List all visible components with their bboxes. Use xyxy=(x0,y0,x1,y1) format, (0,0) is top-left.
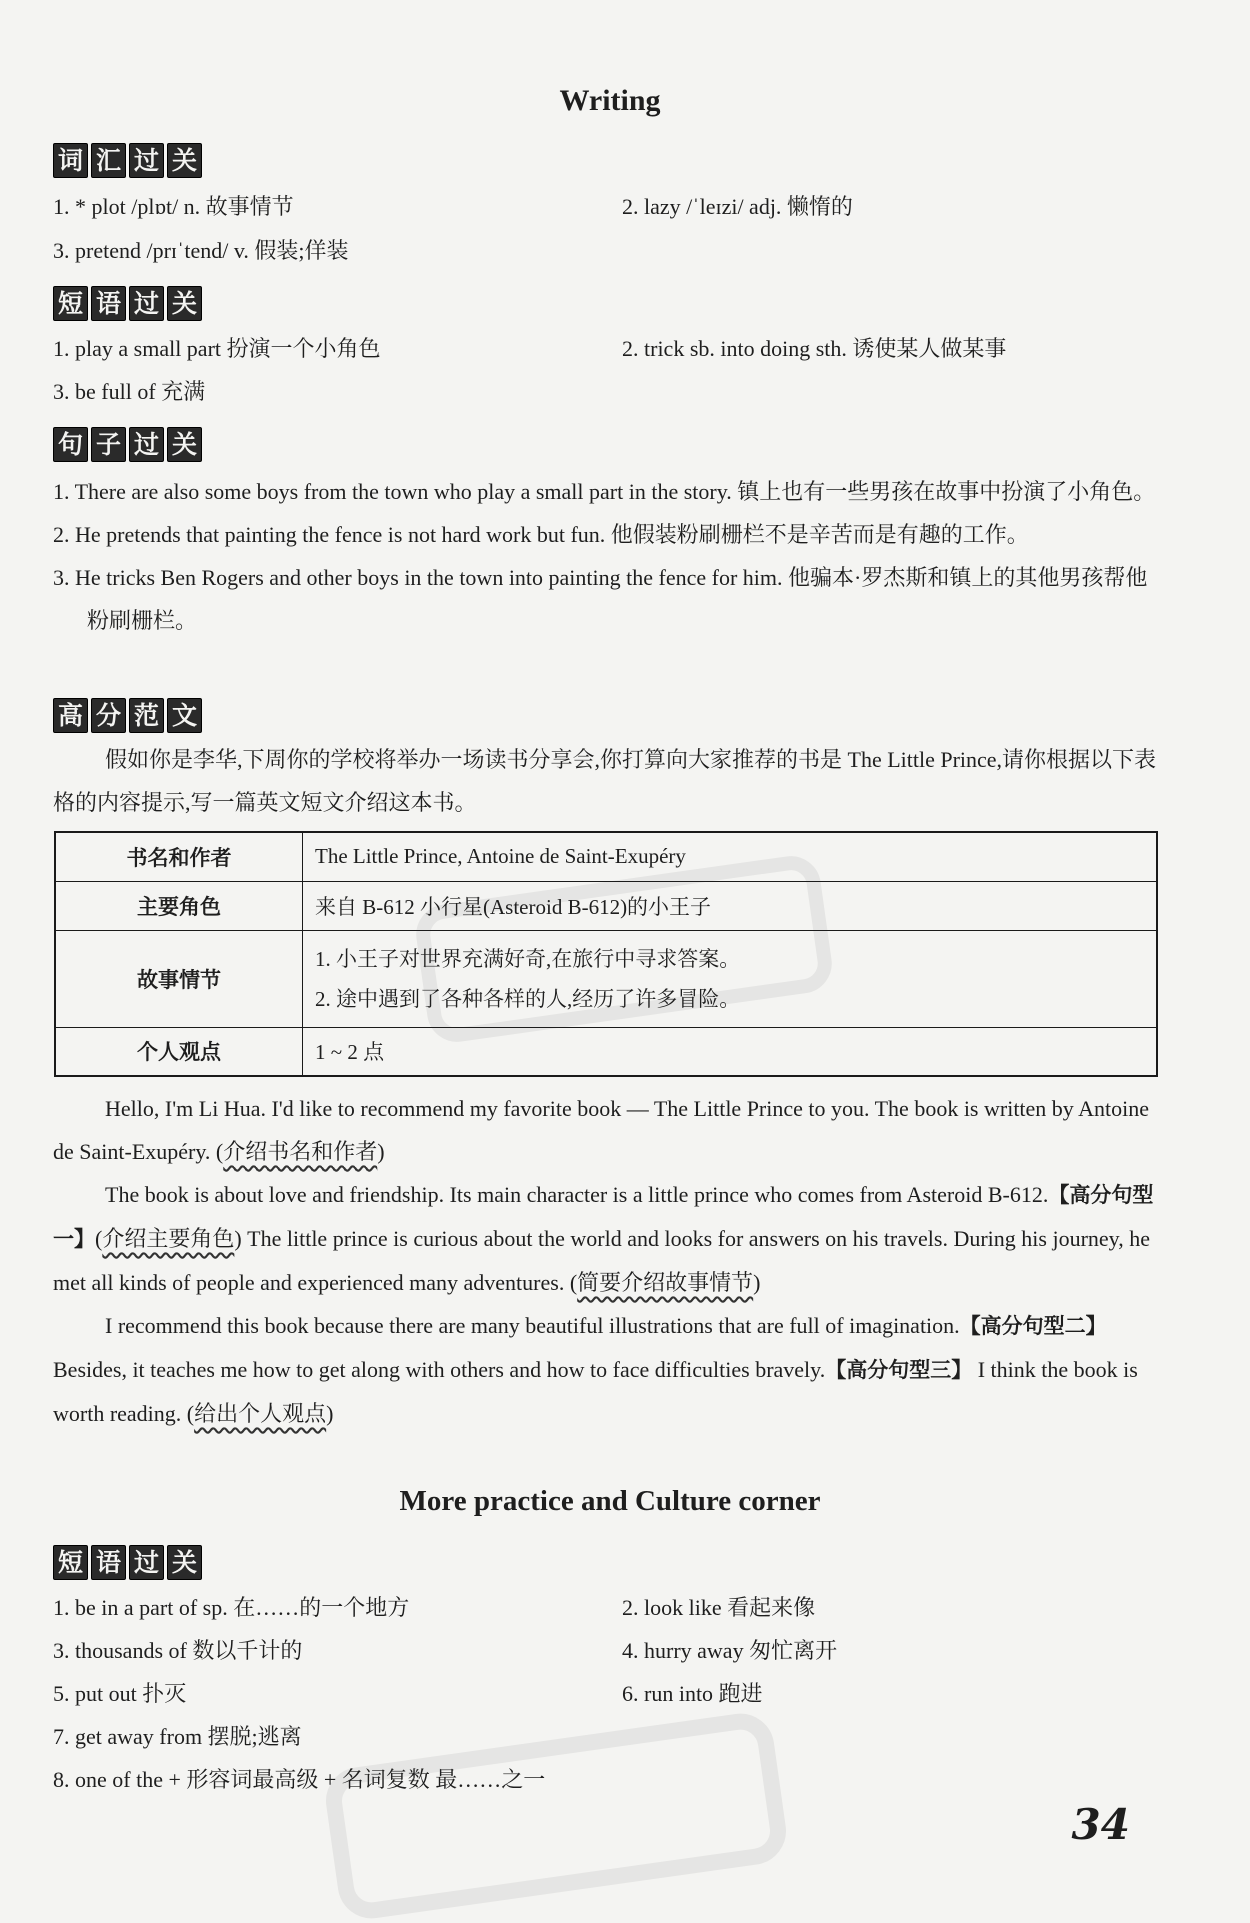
key-sentence-tag: 【高分句型二】 xyxy=(959,1314,1107,1338)
phrase-item: 8. one of the + 形容词最高级 + 名词复数 最……之一 xyxy=(53,1767,546,1792)
table-row xyxy=(55,832,1157,881)
essay-prompt: 假如你是李华,下周你的学校将举办一场读书分享会,你打算向大家推荐的书是 The Little Prince,请你根据以下表格的内容提示,写一篇英文短文介绍这本书。 xyxy=(53,747,1157,815)
badge-phrases: 短 语 过 关 xyxy=(53,286,202,321)
phrase-item: 2. trick sb. into doing sth. 诱使某人做某事 xyxy=(622,336,1007,361)
vocab-item: 2. lazy /ˈleɪzi/ adj. 懒惰的 xyxy=(622,194,853,219)
table-value: 1. 小王子对世界充满好奇,在旅行中寻求答案。 2. 途中遇到了各种各样的人,经历了许多冒险。 xyxy=(303,930,1158,1027)
essay-paragraph: The book is about love and friendship. Its main character is a little prince who comes from Asteroid B-612.【高分句型一】(介绍主要角色) The little prince is curious about the world and looks for answers on his travels. During his journey, he met all kinds of people and experienced many adventures. (简要介绍故事情节) xyxy=(53,1182,1154,1295)
table-value: 1 ~ 2 点 xyxy=(303,1027,1158,1076)
table-value: 来自 B-612 小行星(Asteroid B-612)的小王子 xyxy=(303,881,1158,930)
watermark xyxy=(322,1709,791,1922)
table-key: 个人观点 xyxy=(55,1027,303,1076)
phrase-item: 4. hurry away 匆忙离开 xyxy=(622,1638,838,1663)
badge-vocabulary: 词 汇 过 关 xyxy=(53,143,202,178)
annotation: 给出个人观点 xyxy=(194,1401,327,1426)
key-sentence-tag: 【高分句型三】 xyxy=(825,1358,973,1382)
phrase-item: 3. be full of 充满 xyxy=(53,379,206,404)
annotation: 介绍主要角色 xyxy=(102,1226,235,1251)
sentence-item: 1. There are also some boys from the town who play a small part in the story. 镇上也有一些男孩在故事中扮演了小角色。 xyxy=(53,479,1156,504)
essay-paragraph: Hello, I'm Li Hua. I'd like to recommend my favorite book — The Little Prince to you. The book is written by Antoine de Saint-Exupéry. (介绍书名和作者) xyxy=(53,1096,1149,1164)
phrase-item: 1. be in a part of sp. 在……的一个地方 xyxy=(53,1595,410,1620)
phrase-item: 2. look like 看起来像 xyxy=(622,1595,816,1620)
badge-phrases-2: 短 语 过 关 xyxy=(53,1545,202,1580)
model-essay xyxy=(53,1087,1158,1435)
annotation: 简要介绍故事情节 xyxy=(577,1270,754,1295)
essay-paragraph: I recommend this book because there are many beautiful illustrations that are full of imagination.【高分句型二】 Besides, it teaches me how to get along with others and how to face difficulties bravely.【高分句型三】 I think the book is worth reading. (给出个人观点) xyxy=(53,1313,1138,1426)
table-key: 书名和作者 xyxy=(55,832,303,881)
phrase-item: 7. get away from 摆脱;逃离 xyxy=(53,1724,302,1749)
section-title-writing: Writing xyxy=(559,84,661,117)
table-key: 主要角色 xyxy=(55,881,303,930)
table-key: 故事情节 xyxy=(55,930,303,1027)
vocab-item: 3. pretend /prɪˈtend/ v. 假装;佯装 xyxy=(53,238,349,263)
table-row xyxy=(55,1027,1157,1076)
page-number: 34 xyxy=(1071,1800,1130,1849)
phrase-item: 3. thousands of 数以千计的 xyxy=(53,1638,303,1663)
key-sentence-tag: 【高分句型一】 xyxy=(53,1183,1154,1251)
sentence-list xyxy=(53,470,1158,642)
sentence-item: 3. He tricks Ben Rogers and other boys in the town into painting the fence for him. 他骗本·罗杰斯和镇上的其他男孩帮他粉刷栅栏。 xyxy=(53,565,1148,633)
vocab-item: 1. * plot /plɒt/ n. 故事情节 xyxy=(53,194,294,219)
badge-model-essay: 高 分 范 文 xyxy=(53,698,202,733)
phrase-item: 5. put out 扑灭 xyxy=(53,1681,187,1706)
phrase-item: 6. run into 跑进 xyxy=(622,1681,763,1706)
phrase-item: 1. play a small part 扮演一个小角色 xyxy=(53,336,381,361)
table-value: The Little Prince, Antoine de Saint-Exupéry xyxy=(303,832,1158,881)
section-title-more-practice: More practice and Culture corner xyxy=(399,1485,821,1517)
sentence-item: 2. He pretends that painting the fence is not hard work but fun. 他假装粉刷栅栏不是辛苦而是有趣的工作。 xyxy=(53,522,1029,547)
annotation: 介绍书名和作者 xyxy=(223,1139,378,1164)
badge-sentences: 句 子 过 关 xyxy=(53,427,202,462)
